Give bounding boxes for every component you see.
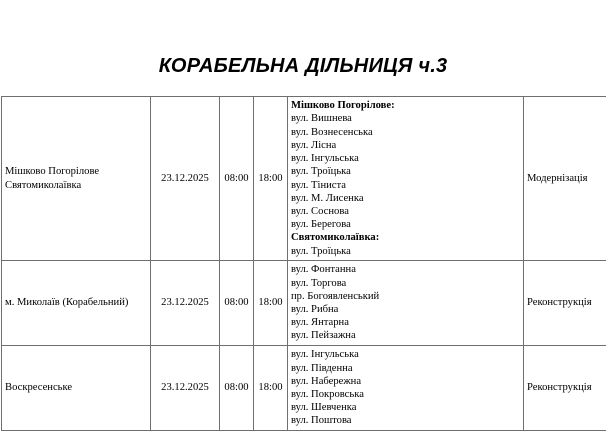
street-item: вул. Інгульська	[291, 349, 359, 361]
settlement-heading: Святомиколаївка:	[291, 232, 380, 244]
location-cell	[2, 346, 151, 431]
street-item: вул. Набережна	[291, 375, 362, 387]
date-cell: 23.12.2025	[151, 261, 220, 346]
reason-cell: Реконструкція	[524, 261, 606, 346]
settlement-heading: Мішково Погорілове:	[291, 100, 395, 112]
time-from-cell: 08:00	[220, 261, 254, 346]
street-item: вул. Рибна	[291, 304, 339, 315]
time-from-cell: 08:00	[220, 346, 254, 431]
document-title: КОРАБЕЛЬНА ДІЛЬНИЦЯ ч.3	[158, 55, 448, 77]
street-item: вул. Шевченка	[291, 402, 357, 414]
streets-cell	[288, 346, 524, 431]
street-item: вул. Янтарна	[291, 317, 349, 329]
street-item: вул. Пейзажна	[291, 330, 356, 342]
location-line: м. Миколаїв (Корабельний)	[5, 297, 129, 309]
location-cell	[2, 97, 151, 261]
street-item: вул. Троїцька	[291, 245, 351, 257]
street-item: вул. М. Лисенка	[291, 192, 364, 204]
location-line: Святомиколаївка	[5, 179, 82, 191]
street-item: вул. Фонтанна	[291, 264, 356, 276]
time-to-cell: 18:00	[254, 97, 288, 261]
time-from-cell: 08:00	[220, 97, 254, 261]
date-cell: 23.12.2025	[151, 346, 220, 431]
street-item: вул. Поштова	[291, 415, 352, 427]
street-item: вул. Тіниста	[291, 179, 346, 191]
street-item: вул. Соснова	[291, 205, 349, 217]
table-row	[2, 346, 606, 431]
table-row	[2, 261, 606, 346]
street-item: вул. Берегова	[291, 219, 351, 231]
reason-cell: Реконструкція	[524, 346, 606, 431]
date-cell: 23.12.2025	[151, 97, 220, 261]
time-to-cell: 18:00	[254, 346, 288, 431]
street-item: вул. Південна	[291, 362, 353, 374]
time-to-cell: 18:00	[254, 261, 288, 346]
street-item: вул. Торгова	[291, 277, 347, 289]
location-line: Мішково Погорілове	[5, 166, 100, 178]
location-line: Воскресенське	[5, 382, 73, 394]
street-item: вул. Вознесенська	[291, 126, 373, 138]
street-item: вул. Лісна	[291, 139, 337, 151]
outage-schedule-table	[1, 96, 606, 431]
reason-cell: Модернізація	[524, 97, 606, 261]
street-item: вул. Троїцька	[291, 166, 351, 178]
table-row	[2, 97, 606, 261]
streets-cell	[288, 97, 524, 261]
street-item: вул. Покровська	[291, 389, 364, 400]
street-item: вул. Вишнева	[291, 113, 352, 125]
streets-cell	[288, 261, 524, 346]
street-item: вул. Інгульська	[291, 153, 359, 165]
street-item: пр. Богоявленський	[291, 290, 380, 302]
location-cell	[2, 261, 151, 346]
